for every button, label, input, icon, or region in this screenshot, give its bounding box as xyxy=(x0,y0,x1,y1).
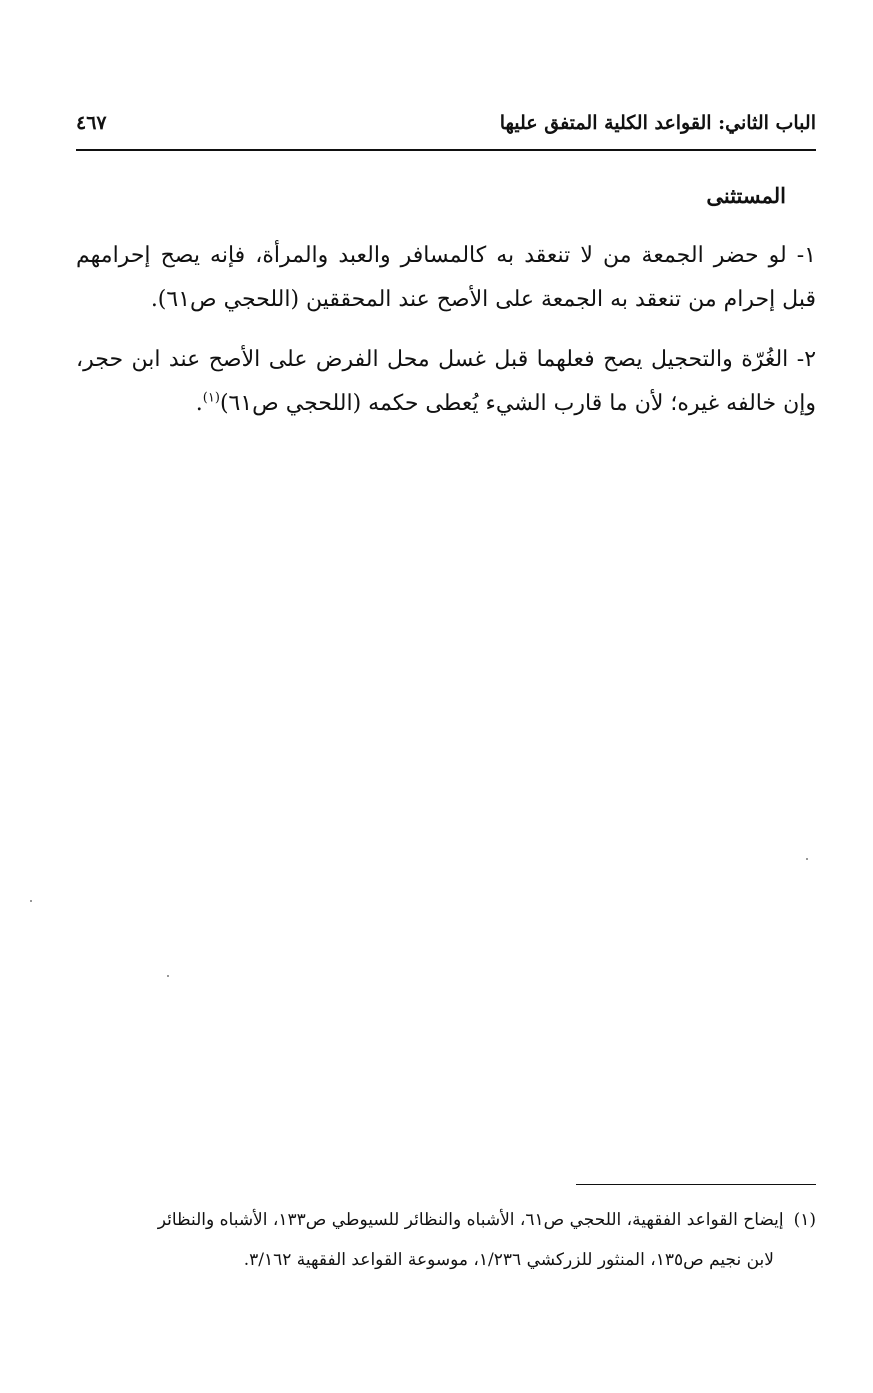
scan-speck xyxy=(806,858,808,860)
footnote-rule xyxy=(576,1184,816,1185)
footnote xyxy=(76,1200,816,1240)
section-title: المستثنى xyxy=(706,183,786,208)
footnotes xyxy=(76,1200,816,1280)
page-header xyxy=(76,112,816,146)
list-item xyxy=(76,234,816,322)
footnote-continuation xyxy=(76,1240,816,1280)
page-number: ٤٦٧ xyxy=(76,112,107,134)
sentence-end: . xyxy=(195,391,203,416)
list-item xyxy=(76,338,816,426)
footnote-line-1: إيضاح القواعد الفقهية، اللحجي ص٦١، الأشباه والنظائر للسيوطي ص١٣٣، الأشباه والنظائر xyxy=(157,1210,784,1230)
footnote-reference[interactable]: (١) xyxy=(202,390,220,406)
footnote-line-2: لابن نجيم ص١٣٥، المنثور للزركشي ١/٢٣٦، موسوعة القواعد الفقهية ٣/١٦٢. xyxy=(243,1250,774,1270)
scan-speck xyxy=(30,900,32,902)
running-head: الباب الثاني: القواعد الكلية المتفق عليها xyxy=(499,112,816,134)
list-item-text: ٢- الغُرّة والتحجيل يصح فعلهما قبل غسل محل الفرض على الأصح عند ابن حجر، وإن خالفه غيره؛ لأن ما قارب الشيء يُعطى حكمه (اللحجي ص٦١) xyxy=(76,347,817,416)
list-item-text: ١- لو حضر الجمعة من لا تنعقد به كالمسافر والعبد والمرأة، فإنه يصح إحرامهم قبل إحرام من تنعقد به الجمعة على الأصح عند المحققين (اللحجي ص٦١). xyxy=(76,243,816,312)
scan-speck xyxy=(167,975,169,977)
header-rule xyxy=(76,149,816,151)
main-content xyxy=(76,176,816,426)
footnote-marker: (١) xyxy=(793,1210,816,1230)
